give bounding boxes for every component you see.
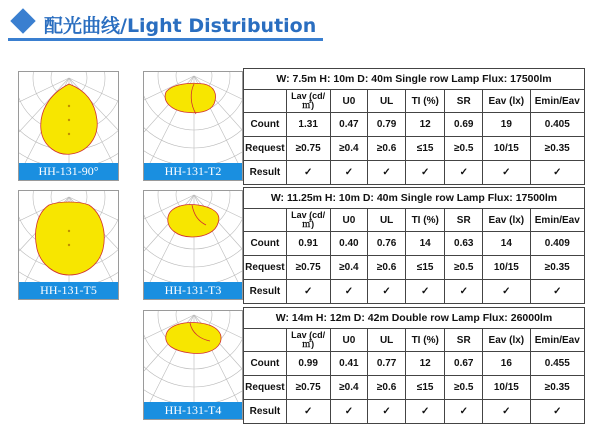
col-emin-eav: Emin/Eav <box>530 209 584 232</box>
cell: ≥0.4 <box>330 376 368 400</box>
polar-diagram-90 <box>19 72 119 165</box>
check-icon: ✓ <box>530 161 584 185</box>
check-icon: ✓ <box>483 161 530 185</box>
check-icon: ✓ <box>330 280 368 304</box>
cell: 0.67 <box>445 352 483 376</box>
row-label: Count <box>244 232 287 256</box>
col-eav: Eav (lx) <box>483 329 530 352</box>
diagram-label: HH-131-90° <box>19 163 118 180</box>
results-table-1 <box>243 68 585 185</box>
check-icon: ✓ <box>483 280 530 304</box>
col-emin-eav: Emin/Eav <box>530 329 584 352</box>
cell: ≤15 <box>405 376 444 400</box>
col-emin-eav: Emin/Eav <box>530 90 584 113</box>
col-u0: U0 <box>330 329 368 352</box>
cell: 14 <box>405 232 444 256</box>
section-header <box>0 0 609 46</box>
check-icon: ✓ <box>368 280 406 304</box>
cell: 16 <box>483 352 530 376</box>
cell: ≥0.6 <box>368 376 406 400</box>
cell: ≥0.75 <box>286 137 330 161</box>
cell: 19 <box>483 113 530 137</box>
row-label: Count <box>244 352 287 376</box>
cell: ≥0.6 <box>368 137 406 161</box>
check-icon: ✓ <box>445 400 483 424</box>
cell: 12 <box>405 352 444 376</box>
table-title: W: 7.5m H: 10m D: 40m Single row Lamp Flux: 17500lm <box>244 69 585 90</box>
cell: 0.69 <box>445 113 483 137</box>
check-icon: ✓ <box>368 400 406 424</box>
diagram-label: HH-131-T3 <box>144 282 242 299</box>
col-u0: U0 <box>330 90 368 113</box>
cell: 0.455 <box>530 352 584 376</box>
col-ul: UL <box>368 209 406 232</box>
check-icon: ✓ <box>330 400 368 424</box>
col-ul: UL <box>368 329 406 352</box>
cell: ≤15 <box>405 137 444 161</box>
cell: ≥0.75 <box>286 376 330 400</box>
check-icon: ✓ <box>445 280 483 304</box>
check-icon: ✓ <box>330 161 368 185</box>
diagram-label: HH-131-T4 <box>144 402 242 419</box>
polar-diagram-t2 <box>144 72 243 165</box>
cell: 0.405 <box>530 113 584 137</box>
diagram-label: HH-131-T5 <box>19 282 118 299</box>
col-eav: Eav (lx) <box>483 209 530 232</box>
row-label: Count <box>244 113 287 137</box>
row-label: Result <box>244 161 287 185</box>
cell: 10/15 <box>483 376 530 400</box>
cell: ≥0.35 <box>530 376 584 400</box>
diagram-card-t3 <box>143 190 243 300</box>
col-u0: U0 <box>330 209 368 232</box>
cell: 14 <box>483 232 530 256</box>
cell: 10/15 <box>483 256 530 280</box>
cell: ≥0.4 <box>330 256 368 280</box>
col-ti: TI (%) <box>405 209 444 232</box>
check-icon: ✓ <box>530 280 584 304</box>
results-table-3 <box>243 307 585 424</box>
check-icon: ✓ <box>405 400 444 424</box>
cell: 0.63 <box>445 232 483 256</box>
check-icon: ✓ <box>483 400 530 424</box>
check-icon: ✓ <box>286 280 330 304</box>
cell: ≥0.35 <box>530 137 584 161</box>
table-title: W: 11.25m H: 10m D: 40m Single row Lamp Flux: 17500lm <box>244 188 585 209</box>
cell: 1.31 <box>286 113 330 137</box>
cell: 0.76 <box>368 232 406 256</box>
cell: ≥0.6 <box>368 256 406 280</box>
diagram-card-t5 <box>18 190 119 300</box>
cell: 0.40 <box>330 232 368 256</box>
diagram-card-t2 <box>143 71 243 181</box>
polar-diagram-t3 <box>144 191 243 284</box>
cell: ≥0.5 <box>445 137 483 161</box>
check-icon: ✓ <box>286 400 330 424</box>
cell: 0.41 <box>330 352 368 376</box>
check-icon: ✓ <box>530 400 584 424</box>
cell: ≥0.5 <box>445 376 483 400</box>
cell: ≥0.4 <box>330 137 368 161</box>
results-table-2 <box>243 187 585 304</box>
cell: 0.99 <box>286 352 330 376</box>
cell: 0.77 <box>368 352 406 376</box>
cell: 0.91 <box>286 232 330 256</box>
header-rule <box>8 38 323 41</box>
polar-diagram-t5 <box>19 191 119 284</box>
check-icon: ✓ <box>286 161 330 185</box>
diagram-card-90 <box>18 71 119 181</box>
cell: 12 <box>405 113 444 137</box>
diagram-card-t4 <box>143 310 243 420</box>
cell: 0.79 <box>368 113 406 137</box>
col-ul: UL <box>368 90 406 113</box>
row-label: Result <box>244 280 287 304</box>
check-icon: ✓ <box>445 161 483 185</box>
polar-diagram-t4 <box>144 311 243 404</box>
col-ti: TI (%) <box>405 329 444 352</box>
check-icon: ✓ <box>368 161 406 185</box>
section-title: 配光曲线/Light Distribution <box>44 15 317 37</box>
diagram-label: HH-131-T2 <box>144 163 242 180</box>
check-icon: ✓ <box>405 280 444 304</box>
row-label: Request <box>244 256 287 280</box>
row-label: Request <box>244 137 287 161</box>
check-icon: ✓ <box>405 161 444 185</box>
row-label: Request <box>244 376 287 400</box>
cell: 0.409 <box>530 232 584 256</box>
col-sr: SR <box>445 329 483 352</box>
diamond-icon <box>10 8 35 33</box>
col-sr: SR <box>445 90 483 113</box>
cell: ≤15 <box>405 256 444 280</box>
cell: ≥0.5 <box>445 256 483 280</box>
table-title: W: 14m H: 12m D: 42m Double row Lamp Flux: 26000lm <box>244 308 585 329</box>
col-sr: SR <box>445 209 483 232</box>
col-lav: Lav (cd/㎡) <box>286 329 330 352</box>
cell: ≥0.75 <box>286 256 330 280</box>
cell: 10/15 <box>483 137 530 161</box>
col-lav: Lav (cd/㎡) <box>286 90 330 113</box>
col-lav: Lav (cd/㎡) <box>286 209 330 232</box>
cell: 0.47 <box>330 113 368 137</box>
row-label: Result <box>244 400 287 424</box>
cell: ≥0.35 <box>530 256 584 280</box>
col-ti: TI (%) <box>405 90 444 113</box>
col-eav: Eav (lx) <box>483 90 530 113</box>
